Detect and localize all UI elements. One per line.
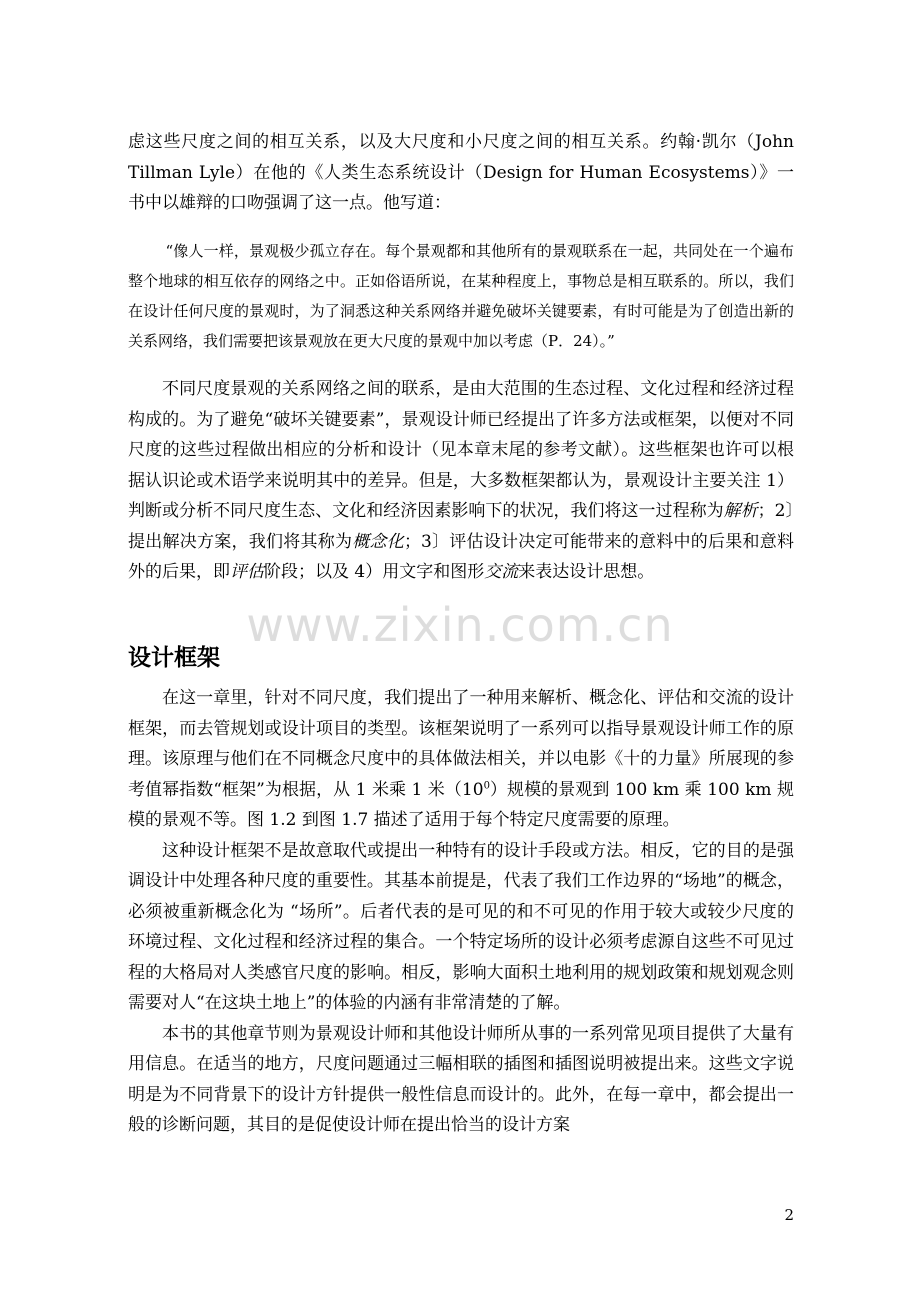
paragraph-top: 虑这些尺度之间的相互关系，以及大尺度和小尺度之间的相互关系。约翰·凯尔（John Tillman Lyle）在他的《人类生态系统设计（Design for Human Ecosystems）》一书中以雄辩的口吻强调了这一点。他写道： <box>128 132 794 213</box>
term-conceptualization: 概念化 <box>352 531 404 552</box>
paragraph-text: 阶段；以及 4）用文字和图形 <box>264 562 485 582</box>
paragraph-text: ；2〕提出解决方案，我们将其称为 <box>128 501 795 552</box>
paragraph-text: 不同尺度景观的关系网络之间的联系，是由大范围的生态过程、文化过程和经济过程构成的。为了避免“破坏关键要素”，景观设计师已经提出了许多方法或框架，以便对不同尺度的这些过程做出相应的分析和设计（见本章末尾的参考文献）。这些框架也许可以根据认识论或术语学来说明其中的差异。但是，大多数框架都认为，景观设计主要关注 1）判断或分析不同尺度生态、文化和经济因素影响下的状况，我们将这一过程称为 <box>128 379 794 521</box>
exponent: 0 <box>483 779 490 791</box>
term-communication: 交流 <box>484 562 519 582</box>
paragraph-text: ；3〕评估设计决定可能带来的意料中的后果和意料外的后果，即 <box>128 531 795 582</box>
paragraph-text: 在这一章里，针对不同尺度，我们提出了一种用来解析、概念化、评估和交流的设计框架，而去管规划或设计项目的类型。该框架说明了一系列可以指导景观设计师工作的原理。该原理与他们在不同概念尺度中的具体做法相关，并以电影《十的力量》所展现的参考值幂指数“框架”为根据，从 1 米乘 1 米（10 <box>128 688 794 800</box>
paragraph-site-place: 这种设计框架不是故意取代或提出一种特有的设计手段或方法。相反，它的目的是强调设计中处理各种尺度的重要性。其基本前提是，代表了我们工作边界的“场地”的概念，必须被重新概念化为 “场所”。后者代表的是可见的和不可见的作用于较大或较少尺度的环境过程、文化过程和经济过程的集合。一个特定场所的设计必须考虑源自这些不可见过程的大格局对人类感官尺度的影响。相反，影响大面积土地利用的规划政策和规划观念则需要对人“在这块土地上”的体验的内涵有非常清楚的了解。 <box>128 840 794 1013</box>
paragraph-text: ）规模的景观到 100 km 乘 100 km 规模的景观不等。图 1.2 到图 1.7 描述了适用于每个特定尺度需要的原理。 <box>128 779 794 830</box>
paragraph-other-chapters: 本书的其他章节则为景观设计师和其他设计师所从事的一系列常见项目提供了大量有用信息。在适当的地方，尺度问题通过三幅相联的插图和插图说明被提出来。这些文字说明是为不同背景下的设计方针提供一般性信息而设计的。此外，在每一章中，都会提出一般的诊断问题，其目的是促使设计师在提出恰当的设计方案 <box>128 1023 794 1135</box>
paragraph-design-framework <box>128 683 794 836</box>
paragraph-text: 来表达设计思想。 <box>518 562 655 582</box>
term-evaluation: 评估 <box>230 562 264 582</box>
section-body <box>128 683 794 1141</box>
term-analysis: 解析 <box>723 501 758 521</box>
watermark: www.zixin.com.cn <box>246 598 674 652</box>
page-number: 2 <box>784 1206 794 1224</box>
block-quote: “像人一样，景观极少孤立存在。每个景观都和其他所有的景观联系在一起，共同处在一个遍布整个地球的相互依存的网络之中。正如俗语所说，在某种程度上，事物总是相互联系的。所以，我们在设计任何尺度的景观时，为了洞悉这种关系网络并避免破坏关键要素，有时可能是为了创造出新的关系网络，我们需要把该景观放在更大尺度的景观中加以考虑（P．24）。” <box>128 242 794 350</box>
paragraph-frameworks <box>128 374 794 588</box>
section-heading: 设计框架 <box>128 645 220 671</box>
